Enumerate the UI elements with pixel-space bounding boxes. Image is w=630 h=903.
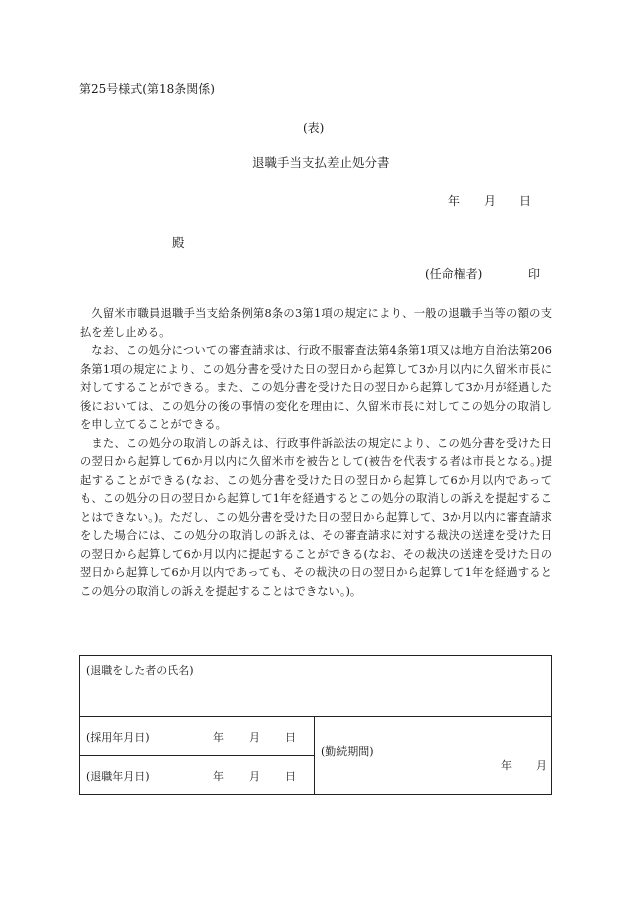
hire-date-month: 月	[249, 731, 260, 744]
hire-date-year: 年	[213, 731, 224, 744]
paragraph-revocation-suit: また、この処分の取消しの訴えは、行政事件訴訟法の規定により、この処分書を受けた日の翌日から起算して6か月以内に久留米市を被告として(被告を代表する者は市長となる。)提起することができる(なお、この処分書を受けた日の翌日から起算して6か月以内であっても、この処分の日の翌日から起算して1年を経過するとこの処分の取消しの訴えを提起することはできない。)。ただし、この処分書を受けた日の翌日から起算して、3か月以内に審査請求をした場合には、この処分の取消しの訴えは、その審査請求に対する裁決の送達を受けた日の翌日から起算して6か月以内に提起することができる(なお、その裁決の送達を受けた日の翌日から起算して6か月以内であっても、その裁決の日の翌日から起算して1年を経過するとこの処分の取消しの訴えを提起することはできない。)。	[80, 436, 552, 598]
paragraph-review-request: なお、この処分についての審査請求は、行政不服審査法第4条第1項又は地方自治法第206条第1項の規定により、この処分書を受けた日の翌日から起算して3か月以内に久留米市長に対してすることができる。また、この処分書を受けた日の翌日から起算して3か月が経過した後においては、この処分の後の事情の変化を理由に、久留米市長に対してこの処分の取消しを申し立てることができる。	[80, 344, 552, 431]
retiree-info-table	[79, 655, 552, 795]
retire-date-day: 日	[285, 770, 296, 783]
side-label: (表)	[303, 121, 325, 135]
service-period-label: (勤続期間)	[321, 745, 374, 758]
retiree-name-label: (退職をした者の氏名)	[86, 664, 194, 677]
retire-date-label: (退職年月日)	[86, 770, 150, 783]
date-month-label: 月	[484, 194, 497, 208]
seal-mark: 印	[528, 267, 541, 281]
document-title: 退職手当支払差止処分書	[252, 155, 390, 170]
service-period-year: 年	[501, 759, 512, 772]
retire-date-month: 月	[249, 770, 260, 783]
body-text	[80, 305, 552, 601]
addressee-honorific: 殿	[172, 235, 185, 250]
form-number: 第25号様式(第18条関係)	[79, 82, 215, 96]
retire-date-year: 年	[213, 770, 224, 783]
date-day-label: 日	[519, 194, 532, 208]
hire-date-label: (採用年月日)	[86, 731, 150, 744]
retiree-name-cell	[80, 656, 552, 717]
date-year-label: 年	[448, 194, 461, 208]
hire-date-cell	[80, 717, 315, 756]
service-period-month: 月	[536, 759, 547, 772]
retire-date-cell	[80, 756, 315, 795]
appointer-label: (任命権者)	[425, 267, 483, 281]
paragraph-suspension: 久留米市職員退職手当支給条例第8条の3第1項の規定により、一般の退職手当等の額の支払を差し止める。	[80, 307, 552, 339]
hire-date-day: 日	[285, 731, 296, 744]
service-period-cell	[315, 717, 552, 795]
